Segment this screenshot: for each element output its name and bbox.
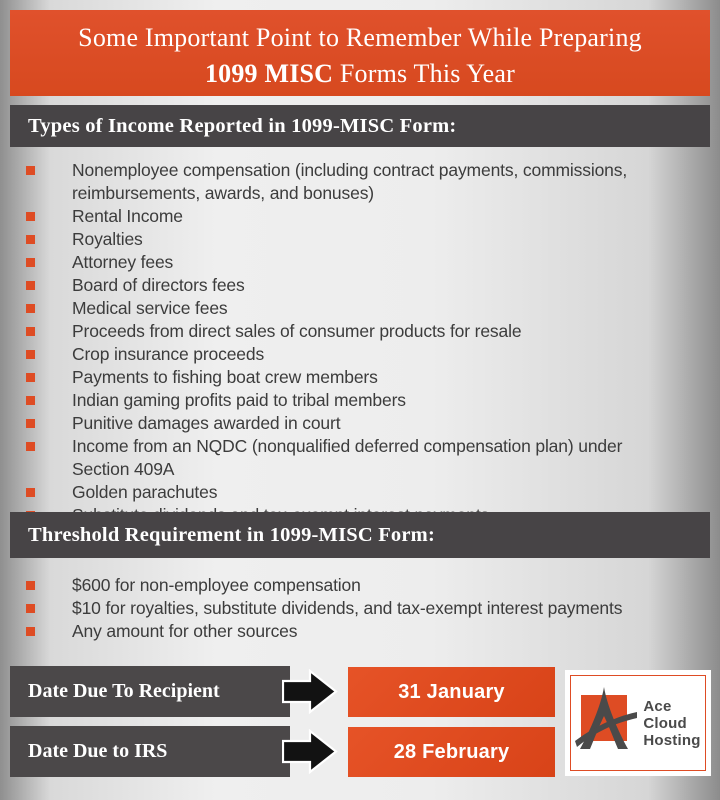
list-item-text: Income from an NQDC (nonqualified deferred compensation plan) under Section 409A [72,436,623,479]
bullet-square-icon [26,281,35,290]
list-item-text: Royalties [72,229,143,249]
list-item-text: Proceeds from direct sales of consumer products for resale [72,321,522,341]
list-item-text: Any amount for other sources [72,621,298,641]
threshold-list [10,574,710,643]
list-item-text: Punitive damages awarded in court [72,413,341,433]
logo-word-cloud: Cloud [643,714,687,732]
arrow-right-icon [282,669,338,714]
bullet-square-icon [26,166,35,175]
list-item [10,620,710,643]
list-item [10,159,710,205]
list-item-text: Nonemployee compensation (including contract payments, commissions, reimbursements, awards, and bonuses) [72,160,628,203]
ace-logo-mark-icon [575,683,637,763]
list-item-text: Indian gaming profits paid to tribal members [72,390,406,410]
due-date-value: 28 February [348,727,555,777]
bullet-square-icon [26,304,35,313]
list-item [10,435,710,481]
bullet-square-icon [26,212,35,221]
due-date-row-irs [10,726,556,777]
bullet-square-icon [26,627,35,636]
logo-frame [570,675,706,771]
list-item-text: Attorney fees [72,252,174,272]
banner [10,10,710,96]
logo-wordmark [643,698,700,749]
section-title-text: Threshold Requirement in 1099-MISC Form: [28,523,435,546]
ace-cloud-hosting-logo [565,670,711,776]
list-item [10,320,710,343]
list-item [10,251,710,274]
bullet-square-icon [26,488,35,497]
list-item [10,366,710,389]
list-item-text: Golden parachutes [72,482,218,502]
list-item-text: $600 for non-employee compensation [72,575,361,595]
banner-title-line1: Some Important Point to Remember While Preparing [78,23,642,52]
section-title-threshold [10,512,710,558]
logo-word-ace: Ace [643,697,672,715]
list-item-text: $10 for royalties, substitute dividends, and tax-exempt interest payments [72,598,623,618]
bullet-square-icon [26,442,35,451]
bullet-square-icon [26,235,35,244]
list-item-text: Payments to fishing boat crew members [72,367,378,387]
due-date-label: Date Due to IRS [10,726,290,777]
income-types-list [10,159,710,527]
arrow-right-icon [282,729,338,774]
list-item [10,343,710,366]
bullet-square-icon [26,581,35,590]
list-item [10,228,710,251]
list-item [10,205,710,228]
logo-word-hosting: Hosting [643,731,701,749]
due-date-value: 31 January [348,667,555,717]
bullet-square-icon [26,373,35,382]
list-item [10,412,710,435]
list-item-text: Board of directors fees [72,275,245,295]
due-date-row-recipient [10,666,556,717]
list-item [10,389,710,412]
banner-title-bold: 1099 MISC [204,59,334,88]
due-date-label: Date Due To Recipient [10,666,290,717]
section-title-text: Types of Income Reported in 1099-MISC Form: [28,114,457,137]
bullet-square-icon [26,327,35,336]
bullet-square-icon [26,604,35,613]
bullet-square-icon [26,258,35,267]
list-item [10,481,710,504]
list-item [10,274,710,297]
banner-title-line2 [205,56,515,92]
list-item [10,597,710,620]
bullet-square-icon [26,419,35,428]
bullet-square-icon [26,350,35,359]
list-item [10,574,710,597]
section-title-income-types [10,105,710,147]
banner-title-rest: Forms This Year [333,59,516,88]
list-item-text: Medical service fees [72,298,228,318]
list-item-text: Rental Income [72,206,183,226]
list-item-text: Crop insurance proceeds [72,344,265,364]
bullet-square-icon [26,396,35,405]
list-item [10,297,710,320]
